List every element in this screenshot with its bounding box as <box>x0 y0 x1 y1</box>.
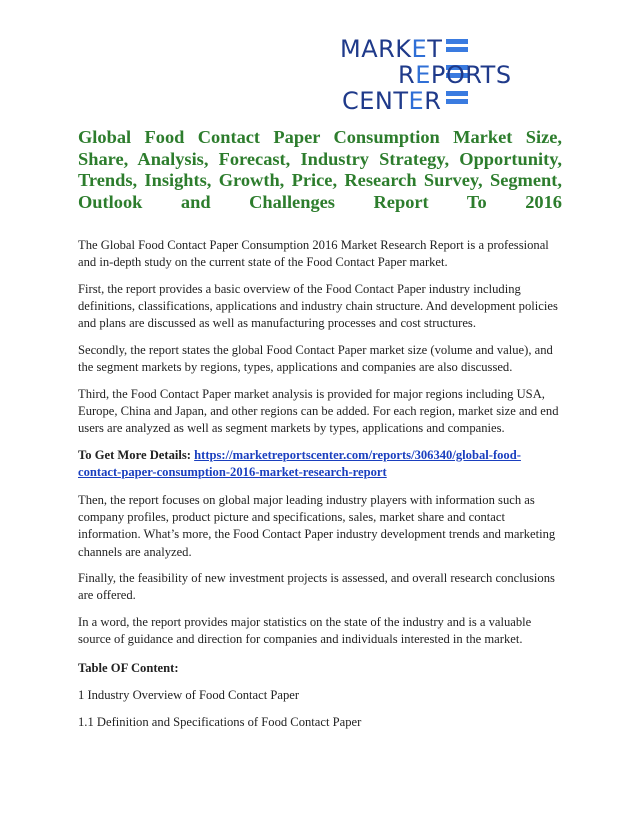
feasibility-paragraph: Finally, the feasibility of new investment projects is assessed, and overall research conclusions are offered. <box>78 571 555 603</box>
toc-item: 1 Industry Overview of Food Contact Paper <box>78 688 300 702</box>
industry-players-paragraph: Then, the report focuses on global major leading industry players with information such as company profiles, product picture and specifications, sales, market share and contact information. What’s more, the Food Contact Paper industry development trends and marketing channels are analyzed. <box>78 493 556 559</box>
details-paragraph <box>78 447 564 481</box>
toc-heading: Table OF Content: <box>78 661 179 676</box>
report-details-link[interactable]: https://marketreportscenter.com/reports/306340/global-food-contact-paper-consumption-2016-market-research-report <box>78 447 521 479</box>
details-label: To Get More Details: <box>78 447 195 462</box>
regional-analysis-paragraph: Third, the Food Contact Paper market analysis is provided for major regions including USA, Europe, China and Japan, and other regions can be added. For each region, market size and end users are analyzed as well as segment markets by types, applications and companies. <box>78 386 559 435</box>
toc-item: 1.1 Definition and Specifications of Food Contact Paper <box>78 714 362 729</box>
report-title: Global Food Contact Paper Consumption Market Size, Share, Analysis, Forecast, Industry Strategy, Opportunity, Trends, Insights, Growth, Price, Research Survey, Segment, Outlook and Challenges Report To 2016 <box>78 127 562 212</box>
overview-paragraph: First, the report provides a basic overview of the Food Contact Paper industry including definitions, classifications, applications and industry chain structure. And development policies and plans are discussed as well as manufacturing processes and cost structures. <box>78 281 558 331</box>
logo-line-market: MARKET <box>340 35 443 63</box>
market-size-paragraph: Secondly, the report states the global Food Contact Paper market size (volume and value), and the segment markets by regions, types, applications and companies are also discussed. <box>78 342 553 374</box>
report-body <box>78 237 564 740</box>
logo-line-reports: REPORTS <box>398 61 512 89</box>
summary-paragraph: In a word, the report provides major statistics on the state of the industry and is a valuable source of guidance and direction for companies and individuals interested in the market. <box>78 615 532 647</box>
market-reports-center-logo <box>340 20 560 115</box>
intro-paragraph: The Global Food Contact Paper Consumption 2016 Market Research Report is a professional and in-depth study on the current state of the Food Contact Paper market. <box>78 238 549 270</box>
logo-line-center: CENTER <box>342 87 442 115</box>
